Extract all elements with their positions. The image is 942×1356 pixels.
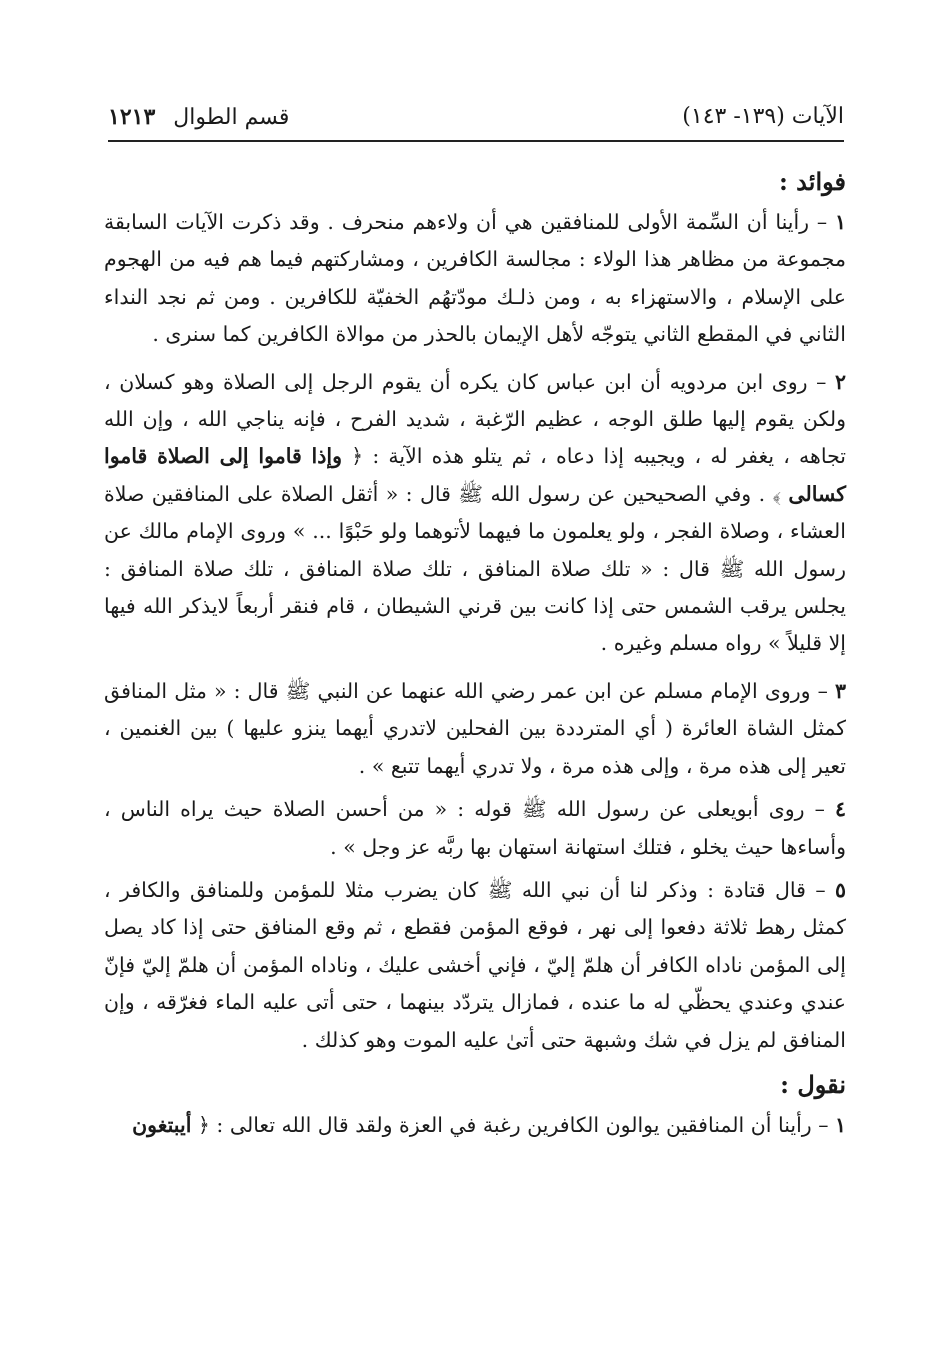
paragraph-number: ٢ xyxy=(834,369,846,394)
paragraph-text: ﴾ . وفي الصحيحين عن رسول الله ﷺ قال : « أثقل الصلاة على المنافقين صلاة العشاء ، وصلاة الفجر ، ولو يعلمون ما فيهما لأتوهما ولو حَبْوًا ... » وروى الإمام مالك عن رسول الله ﷺ قال : « تلك صلاة المنافق ، تلك صلاة المنافق ، تلك صلاة المنافق : يجلس يرقب الشمس حتى إذا كانت بين قرني الشيطان ، قام فنقر أربعاً لايذكر الله فيها إلا قليلاً » رواه مسلم وغيره . xyxy=(104,481,846,656)
paragraph-number: ٤ xyxy=(834,797,846,822)
benefit-paragraph-5 xyxy=(104,872,846,1059)
page-header xyxy=(108,96,844,136)
header-left xyxy=(108,104,289,130)
paragraph-text: – رأينا أن المنافقين يوالون الكافرين رغبة في العزة ولقد قال الله تعالى : ﴿ xyxy=(191,1112,835,1137)
paragraph-number: ٣ xyxy=(834,678,846,703)
paragraph-text: – قال قتادة : وذكر لنا أن نبي الله ﷺ كان يضرب مثلا للمؤمن وللمنافق والكافر ، كمثل رهط ثلاثة دفعوا إلى نهر ، فوقع المؤمن فقطع ، ثم وقع المنافق حتى إذا كاد يصل إلى المؤمن ناداه الكافر أن هلمّ إليّ ، فإني أخشى عليك ، وناداه المؤمن أن هلمّ إليّ فإنّ عندي وعندي يحظّي له ما عنده ، فمازال يتردّد بينهما ، حتى أتى عليه الماء فغرّقه ، وإن المنافق لم يزل في شك وشبهة حتى أتىٰ عليه الموت وهو كذلك . xyxy=(104,877,846,1052)
benefit-paragraph-2 xyxy=(104,364,846,663)
benefit-paragraph-3 xyxy=(104,673,846,785)
paragraph-number: ٥ xyxy=(834,877,846,902)
quran-quote: أيبتغون xyxy=(132,1112,192,1137)
page-number: ١٢١٣ xyxy=(108,104,156,130)
page-body xyxy=(104,160,846,1144)
benefit-paragraph-1 xyxy=(104,204,846,354)
header-rule xyxy=(108,140,844,142)
benefits-heading: فوائد : xyxy=(778,167,846,196)
paragraph-text: – روى ابن مردويه أن ابن عباس كان يكره أن يقوم الرجل إلى الصلاة وهو كسلان ، ولكن يقوم إليها طلق الوجه ، عظيم الرّغبة ، شديد الفرح ، فإنه يناجي الله ، وإن الله تجاهه ، يغفر له ، ويجيبه إذا دعاه ، ثم يتلو هذه الآية : ﴿ xyxy=(104,369,847,469)
benefit-paragraph-4 xyxy=(104,791,846,866)
paragraph-text: – رأينا أن السِّمة الأولى للمنافقين هي أن ولاءهم منحرف . وقد ذكرت الآيات السابقة مجموعة من مظاهر هذا الولاء : مجالسة الكافرين ، ومشاركتهم فيما هم فيه من الهجوم على الإسلام ، والاستهزاء به ، ومن ذلـك مودّتهُم الخفيّة للكافرين . ومن ثم نجد النداء الثاني في المقطع الثاني يتوجّه لأهل الإيمان بالحذر من موالاة الكافرين كما سنرى . xyxy=(104,210,846,347)
verses-range: الآيات (١٣٩- ١٤٣) xyxy=(682,104,844,129)
quran-quote: وإذا قاموا إلى الصلاة قاموا كسالى xyxy=(104,444,846,506)
section-title: قسم الطوال xyxy=(173,105,290,130)
paragraph-number: ١ xyxy=(834,1112,846,1137)
paragraph-number: ١ xyxy=(834,210,846,234)
paragraph-text: – روى أبويعلى عن رسول الله ﷺ قوله : « من أحسن الصلاة حيث يراه الناس ، وأساءها حيث يخلو ، فتلك استهانة استهان بها ربَّه عز وجل » . xyxy=(104,797,846,859)
quote-paragraph-1 xyxy=(104,1107,846,1144)
paragraph-text: – وروى الإمام مسلم عن ابن عمر رضي الله عنهما عن النبي ﷺ قال : « مثل المنافق كمثل الشاة العائرة ( أي المترددة بين الفحلين لاتدري أيهما ينزو عليها ) بين الغنمين ، تعير إلى هذه مرة ، وإلى هذه مرة ، ولا تدري أيهما تتبع » . xyxy=(104,678,846,778)
quotes-heading: نقول : xyxy=(780,1069,846,1099)
